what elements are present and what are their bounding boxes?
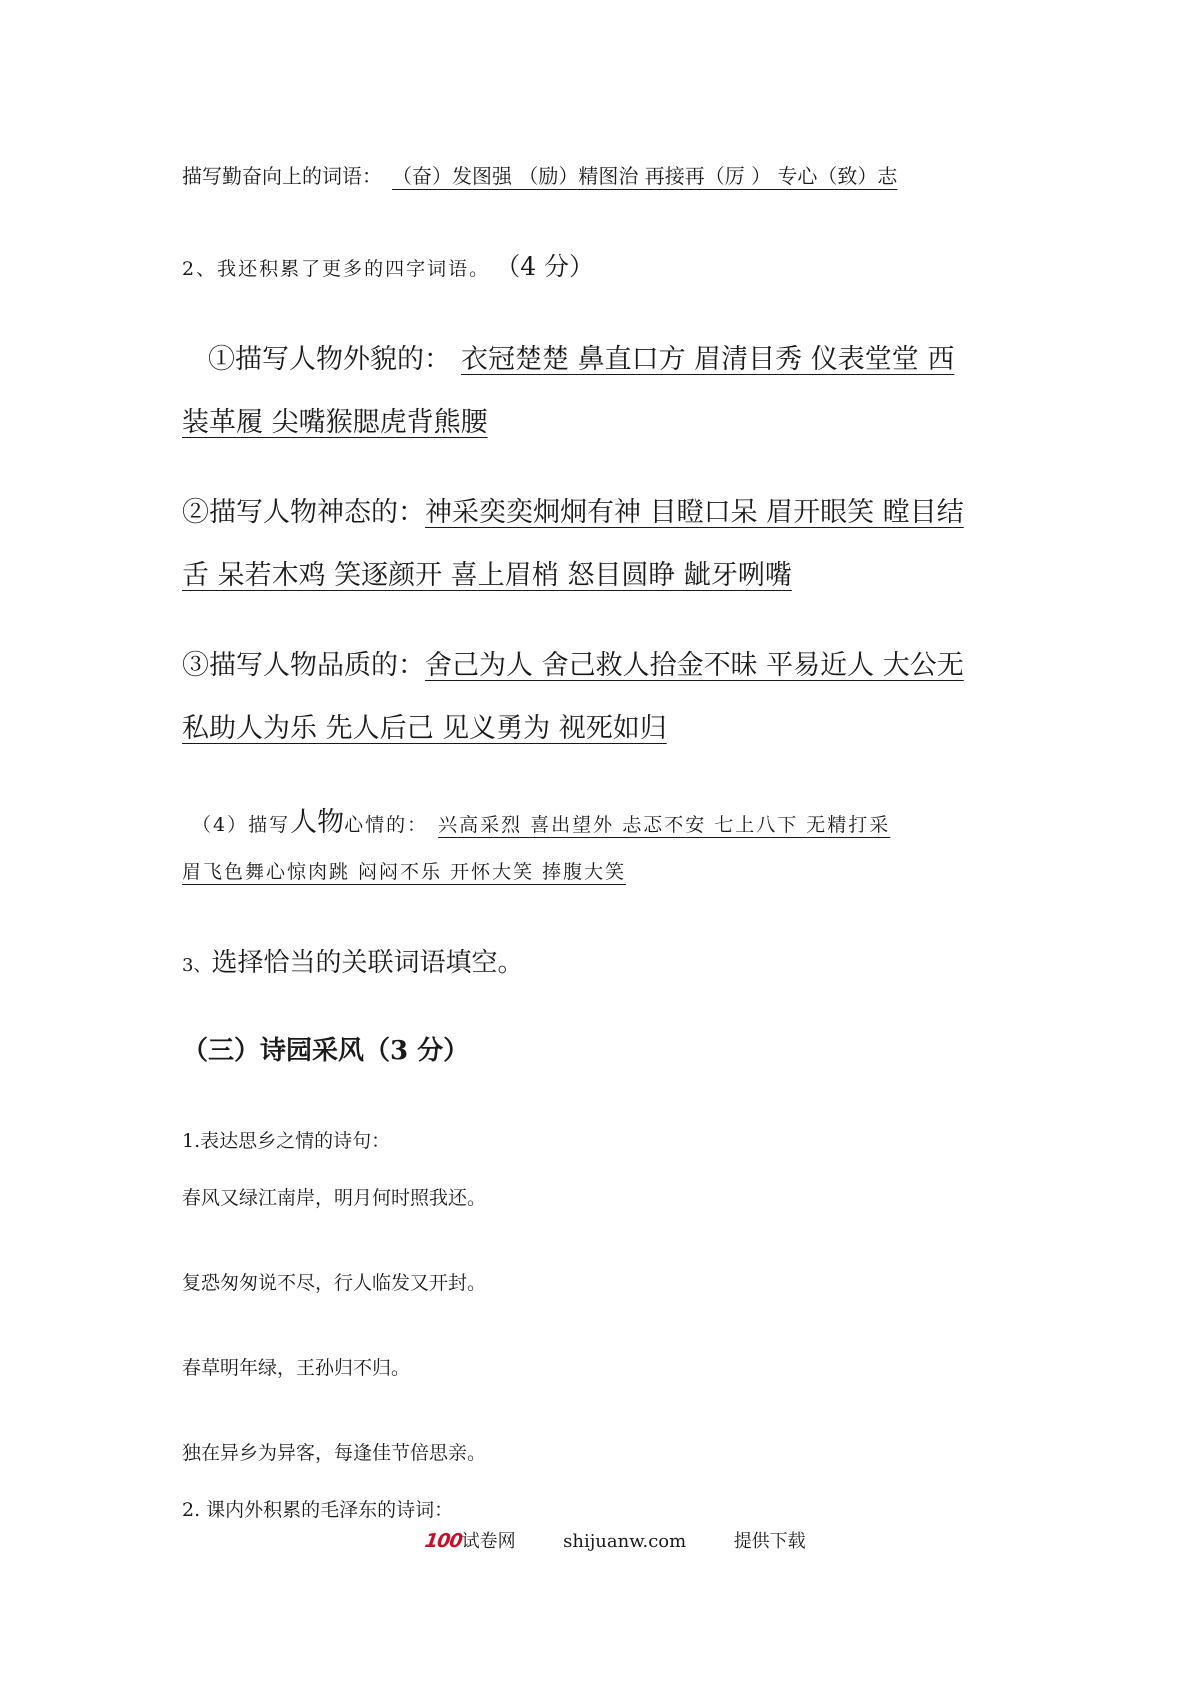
mood-big-word: 人物	[290, 807, 345, 838]
appearance-line-2	[182, 400, 1018, 439]
poem-line-4: 独在异乡为异客，每逢佳节倍思亲。	[182, 1442, 487, 1464]
poem-line-3: 春草明年绿，王孙归不归。	[182, 1357, 411, 1379]
site-name: 试卷网	[461, 1531, 516, 1552]
poem-line-2: 复恐匆匆说不尽，行人临发又开封。	[182, 1272, 487, 1294]
quality-answer-1: 舍己为人 舍己救人拾金不昧 平易近人 大公无	[425, 650, 964, 681]
expression-label: ②描写人物神态的：	[182, 497, 425, 528]
expression-answer-2: 舌 呆若木鸡 笑逐颜开 喜上眉梢 怒目圆睁 龇牙咧嘴	[182, 560, 792, 591]
mood-label: 心情的：	[344, 814, 429, 836]
mood-answer-1: 兴高采烈 喜出望外 忐忑不安 七上八下 无精打采	[438, 814, 891, 836]
question-3-number: 3、	[182, 955, 212, 976]
expression-line-1	[182, 490, 1018, 529]
question-2-heading	[182, 247, 594, 283]
mood-answer-2: 眉飞色舞心惊肉跳 闷闷不乐 开怀大笑 捧腹大笑	[182, 861, 627, 883]
poems-heading: 1.表达思乡之情的诗句：	[182, 1130, 391, 1152]
poem-line-1: 春风又绿江南岸，明月何时照我还。	[182, 1187, 487, 1209]
mao-poems-heading: 2. 课内外积累的毛泽东的诗词：	[182, 1499, 454, 1521]
question-2-title: 2、我还积累了更多的四字词语。	[182, 258, 491, 280]
diligent-words-label: 描写勤奋向上的词语：	[182, 164, 382, 188]
site-logo: 100	[423, 1530, 464, 1552]
mood-line-1	[192, 800, 900, 839]
expression-answer-1: 神采奕奕炯炯有神 目瞪口呆 眉开眼笑 瞠目结	[425, 497, 964, 528]
page-footer	[425, 1527, 806, 1553]
appearance-answer-1: 衣冠楚楚 鼻直口方 眉清目秀 仪表堂堂 西	[461, 344, 955, 375]
diligent-words-answer: （奋）发图强 （励）精图治 再接再（厉 ） 专心（致）志	[392, 164, 898, 188]
question-2-score: （4 分）	[495, 252, 595, 281]
download-note: 提供下载	[733, 1531, 806, 1552]
appearance-label: ①描写人物外貌的：	[208, 344, 451, 375]
diligent-words-line	[182, 160, 897, 189]
quality-line-2	[182, 706, 1018, 745]
question-3	[182, 942, 523, 979]
quality-line-1	[182, 643, 1018, 682]
appearance-line-1	[208, 337, 1018, 376]
mood-number: （4）描写	[192, 814, 291, 836]
mood-line-2	[182, 857, 636, 884]
appearance-answer-2: 装革履 尖嘴猴腮虎背熊腰	[182, 407, 488, 438]
section-3-title: （三）诗园采风（3 分）	[182, 1036, 470, 1066]
quality-label: ③描写人物品质的：	[182, 650, 425, 681]
question-3-text: 选择恰当的关联词语填空。	[211, 948, 524, 978]
site-domain[interactable]: shijuanw.com	[563, 1531, 687, 1552]
expression-line-2	[182, 553, 1018, 592]
quality-answer-2: 私助人为乐 先人后己 见义勇为 视死如归	[182, 713, 667, 744]
